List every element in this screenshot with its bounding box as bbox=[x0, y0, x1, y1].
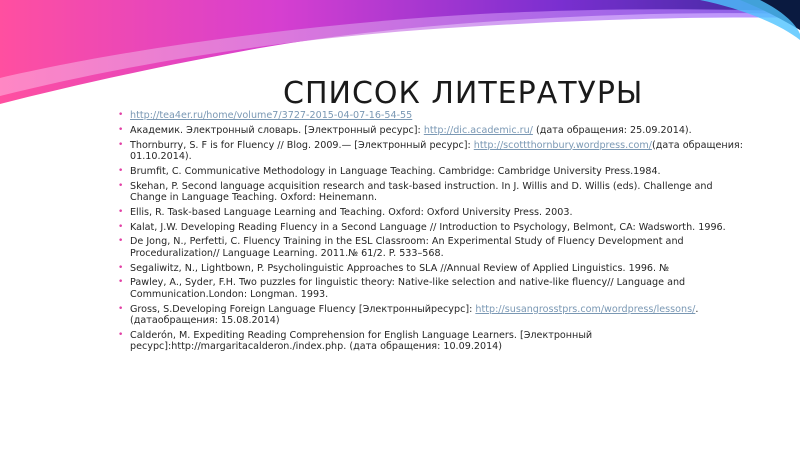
reference-item bbox=[118, 222, 750, 233]
reference-item bbox=[118, 330, 750, 353]
reference-text: Segaliwitz, N., Lightbown, P. Psycholinguistic Approaches to SLA //Annual Review of Applied Linguistics. 1996. № bbox=[130, 262, 670, 274]
reference-text: Skehan, P. Second language acquisition research and task-based instruction. In J. Willis and D. Willis (eds). Challenge and Change in Language Teaching. Oxford: Heinemann. bbox=[130, 180, 713, 203]
bullet-icon: • bbox=[118, 180, 124, 191]
reference-text: Gross, S.Developing Foreign Language Fluency [Электронныйресурс]: bbox=[130, 303, 476, 315]
reference-text: Calderón, M. Expediting Reading Comprehension for English Language Learners. [Электронный ресурс]:http://margaritacalderon./index.php. (дата обращения: 10.09.2014) bbox=[130, 329, 593, 353]
reference-text: . (датаобращения: 15.08.2014) bbox=[130, 303, 699, 326]
reference-item bbox=[118, 125, 750, 136]
bullet-icon: • bbox=[118, 139, 124, 150]
reference-item bbox=[118, 263, 750, 274]
reference-link[interactable]: http://tea4er.ru/home/volume7/3727-2015-04-07-16-54-55 bbox=[130, 110, 413, 121]
bullet-icon: • bbox=[118, 110, 124, 120]
bullet-icon: • bbox=[118, 236, 124, 247]
page-title: СПИСОК ЛИТЕРАТУРЫ bbox=[283, 76, 644, 111]
reference-list bbox=[118, 110, 750, 356]
reference-link[interactable]: http://susangrosstprs.com/wordpress/lessons/ bbox=[475, 303, 696, 315]
reference-text: Pawley, A., Syder, F.H. Two puzzles for linguistic theory: Native-like selection and native-like fluency// Language and Communication.London: Longman. 1993. bbox=[130, 277, 686, 300]
bullet-icon: • bbox=[118, 206, 124, 217]
reference-text: Kalat, J.W. Developing Reading Fluency in a Second Language // Introduction to Psychology, Belmont, CA: Wadsworth. 1996. bbox=[130, 221, 726, 233]
reference-link[interactable]: http://scottthornbury.wordpress.com/ bbox=[473, 139, 652, 151]
bullet-icon: • bbox=[118, 277, 124, 288]
reference-text: (дата обращения: 01.10.2014). bbox=[130, 139, 743, 162]
reference-item bbox=[118, 207, 750, 218]
reference-item bbox=[118, 236, 750, 259]
bullet-icon: • bbox=[118, 221, 124, 232]
reference-item bbox=[118, 140, 750, 163]
reference-text: Академик. Электронный словарь. [Электронный ресурс]: bbox=[130, 124, 424, 136]
reference-item bbox=[118, 166, 750, 177]
reference-text: (дата обращения: 25.09.2014). bbox=[532, 124, 692, 136]
reference-item bbox=[118, 304, 750, 327]
reference-text: Ellis, R. Task-based Language Learning and Teaching. Oxford: Oxford University Press. 2003. bbox=[130, 206, 573, 218]
bullet-icon: • bbox=[118, 262, 124, 273]
bullet-icon: • bbox=[118, 329, 124, 340]
reference-text: De Jong, N., Perfetti, C. Fluency Training in the ESL Classroom: An Experimental Study of Fluency Development and Proceduralization// Language Learning. 2011.№ 61/2. P. 533–568. bbox=[130, 236, 684, 259]
bullet-icon: • bbox=[118, 165, 124, 176]
reference-text: Brumfit, C. Communicative Methodology in Language Teaching. Cambridge: Cambridge University Press.1984. bbox=[130, 165, 661, 177]
reference-link[interactable]: http://dic.academic.ru/ bbox=[423, 124, 533, 136]
reference-item bbox=[118, 110, 750, 121]
bullet-icon: • bbox=[118, 303, 124, 314]
bullet-icon: • bbox=[118, 124, 124, 135]
reference-item bbox=[118, 181, 750, 204]
reference-item bbox=[118, 277, 750, 300]
reference-text: Thornburry, S. F is for Fluency // Blog. 2009.— [Электронный ресурс]: bbox=[130, 139, 474, 151]
